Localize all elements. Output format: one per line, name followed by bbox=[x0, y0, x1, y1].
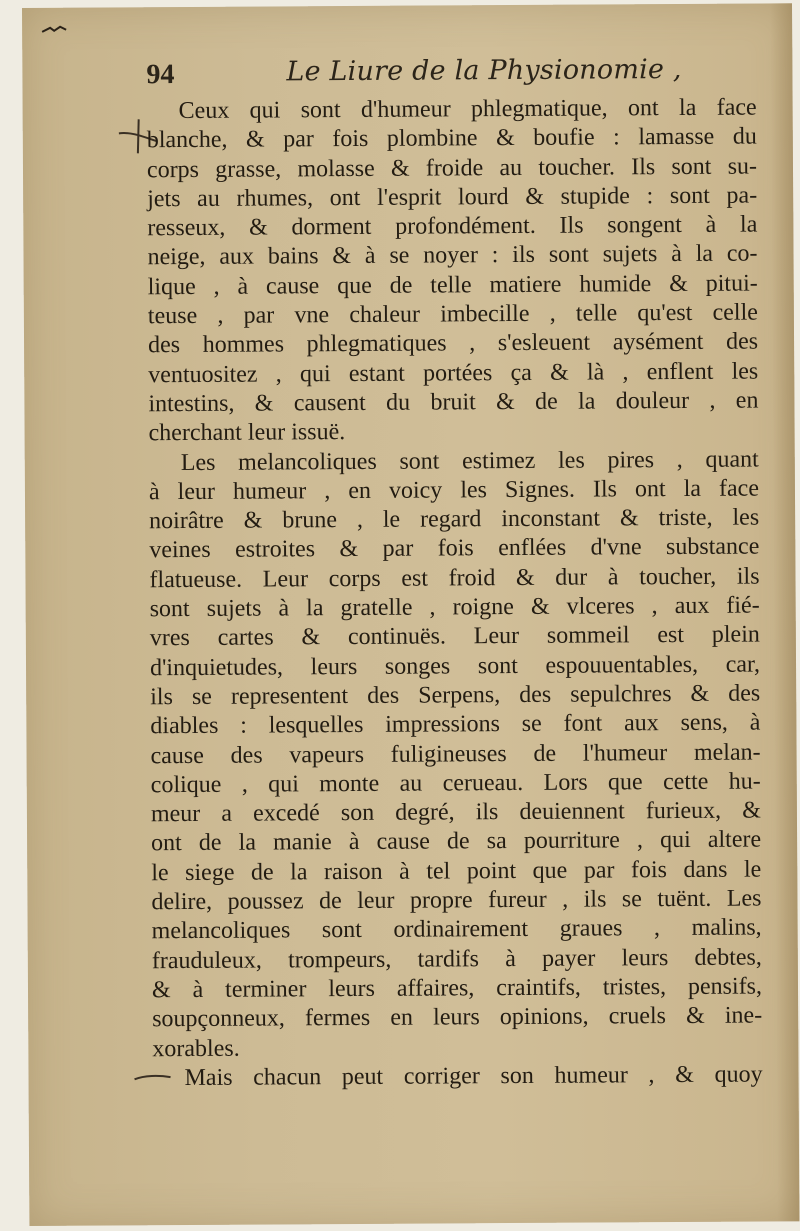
text-line: des hommes phlegmatiques , s'esleuent aysément des bbox=[147, 328, 759, 359]
text-line: flatueuse. Leur corps est froid & dur à toucher, ils bbox=[149, 563, 760, 593]
text-line: intestins, & causent du bruit & de la douleur , en bbox=[148, 387, 759, 418]
text-line: le siege de la raison à tel point que par fois dans le bbox=[151, 856, 762, 886]
text-line: à leur humeur , en voicy les Signes. Ils ont la face bbox=[148, 475, 760, 506]
text-line: Ceux qui sont d'humeur phlegmatique, ont la face bbox=[178, 94, 757, 125]
body-text bbox=[147, 94, 763, 1094]
page-number: 94 bbox=[146, 59, 175, 91]
text-line: soupçonneux, fermes en leurs opinions, cruels & ine- bbox=[152, 1002, 763, 1033]
text-line: ils se representent des Serpens, des sepulchres & des bbox=[150, 680, 761, 711]
text-line: & à terminer leurs affaires, craintifs, tristes, pensifs, bbox=[151, 973, 763, 1004]
running-head bbox=[146, 51, 766, 95]
text-line: blanche, & par fois plombine & boufie : lamasse du bbox=[146, 123, 757, 154]
text-line: cherchant leur issuë. bbox=[148, 419, 346, 447]
text-line: ventuositez , qui estant portées ça & là , enflent les bbox=[148, 358, 759, 388]
text-line: frauduleux, trompeurs, tardifs à payer leurs debtes, bbox=[151, 944, 762, 974]
text-line: sont sujets à la gratelle , roigne & vlceres , aux fié- bbox=[149, 592, 760, 623]
text-line: teuse , par vne chaleur imbecille , telle qu'est celle bbox=[147, 299, 758, 330]
text-line: Les melancoliques sont estimez les pires , quant bbox=[180, 446, 759, 476]
text-line: d'inquietudes, leurs songes sont espouuentables, car, bbox=[149, 651, 761, 681]
text-line: cause des vapeurs fuligineuses de l'humeur melan- bbox=[150, 739, 761, 769]
text-line: delire, poussez de leur propre fureur , ils se tuënt. Les bbox=[151, 885, 762, 916]
text-line: colique , qui monte au cerueau. Lors que cette hu- bbox=[150, 768, 761, 799]
running-head-title: Le Liure de la Physionomie , bbox=[286, 53, 682, 88]
text-line: diables : lesquelles impressions se font aux sens, à bbox=[150, 709, 761, 740]
ink-blot-mark bbox=[40, 24, 70, 38]
text-line: corps grasse, molasse & froide au toucher. Ils sont su- bbox=[146, 153, 758, 183]
text-line: neige, aux bains & à se noyer : ils sont sujets à la co- bbox=[147, 240, 758, 271]
text-line: jets au rhumes, ont l'esprit lourd & stupide : sont pa- bbox=[147, 182, 758, 213]
text-line: melancoliques sont ordinairement graues , malins, bbox=[151, 914, 762, 945]
text-line: resseux, & dorment profondément. Ils songent à la bbox=[147, 211, 758, 242]
book-page bbox=[22, 3, 799, 1226]
text-line: noirâtre & brune , le regard inconstant & triste, les bbox=[149, 504, 760, 535]
text-line: xorables. bbox=[152, 1035, 240, 1062]
text-line: Mais chacun peut corriger son humeur , & quoy bbox=[184, 1061, 763, 1091]
text-line: meur a excedé son degré, ils deuiennent furieux, & bbox=[150, 797, 761, 828]
text-line: vres cartes & continuës. Leur sommeil est plein bbox=[149, 621, 760, 652]
text-line: ont de la manie à cause de sa pourriture , qui altere bbox=[151, 826, 762, 857]
text-line: veines estroites & par fois enflées d'vne substance bbox=[149, 533, 760, 564]
text-line: lique , à cause que de telle matiere humide & pitui- bbox=[147, 270, 758, 301]
